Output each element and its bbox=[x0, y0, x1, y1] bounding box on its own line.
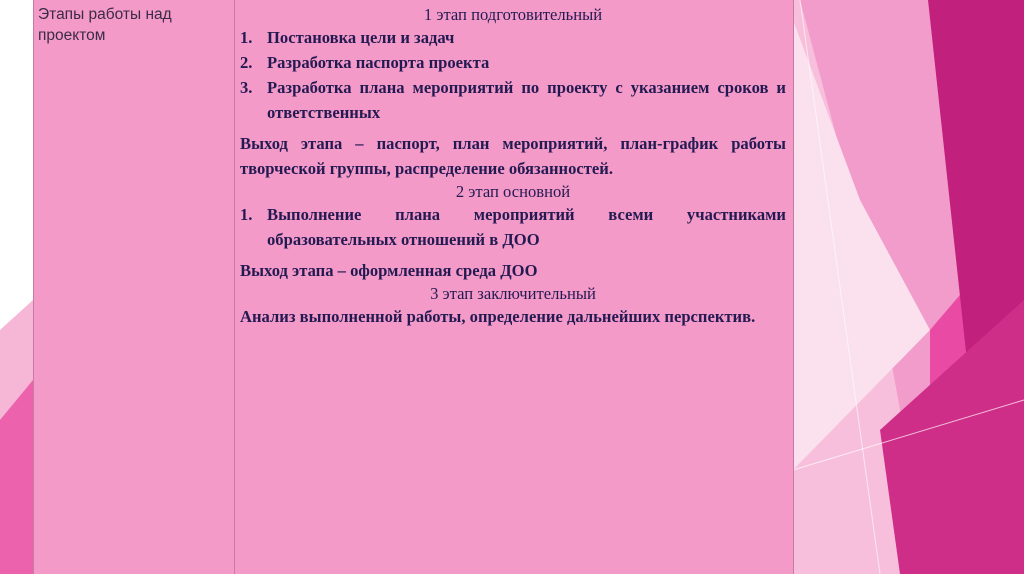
list-number: 1. bbox=[240, 28, 253, 47]
stage2-list-item bbox=[240, 202, 786, 252]
list-item-text: Разработка паспорта проекта bbox=[267, 53, 490, 72]
stage3-title: 3 этап заключительный bbox=[430, 284, 596, 303]
stage3-text: Анализ выполненной работы, определение дальнейших перспектив. bbox=[240, 307, 756, 326]
stages-content-cell bbox=[240, 4, 786, 329]
stage1-list-item bbox=[240, 25, 786, 50]
stage2-title: 2 этап основной bbox=[455, 182, 571, 201]
stage1-list-item bbox=[240, 75, 786, 125]
list-item-text: Разработка плана мероприятий по проекту с указанием сроков и ответственных bbox=[267, 78, 786, 122]
list-number: 2. bbox=[240, 53, 253, 72]
stage1-output: Выход этапа – паспорт, план мероприятий, план-график работы творческой группы, распределение обязанностей. bbox=[240, 134, 786, 178]
stages-label-cell: Этапы работы над проектом bbox=[38, 6, 172, 44]
stage1-list-item bbox=[240, 50, 786, 75]
table-column-divider bbox=[234, 0, 235, 574]
list-item-text: Постановка цели и задач bbox=[267, 28, 455, 47]
stage1-title: 1 этап подготовительный bbox=[423, 5, 603, 24]
stage2-output: Выход этапа – оформленная среда ДОО bbox=[240, 261, 538, 280]
list-item-text: Выполнение плана мероприятий всеми участниками образовательных отношений в ДОО bbox=[267, 205, 786, 249]
list-number: 3. bbox=[240, 78, 253, 97]
list-number: 1. bbox=[240, 205, 253, 224]
